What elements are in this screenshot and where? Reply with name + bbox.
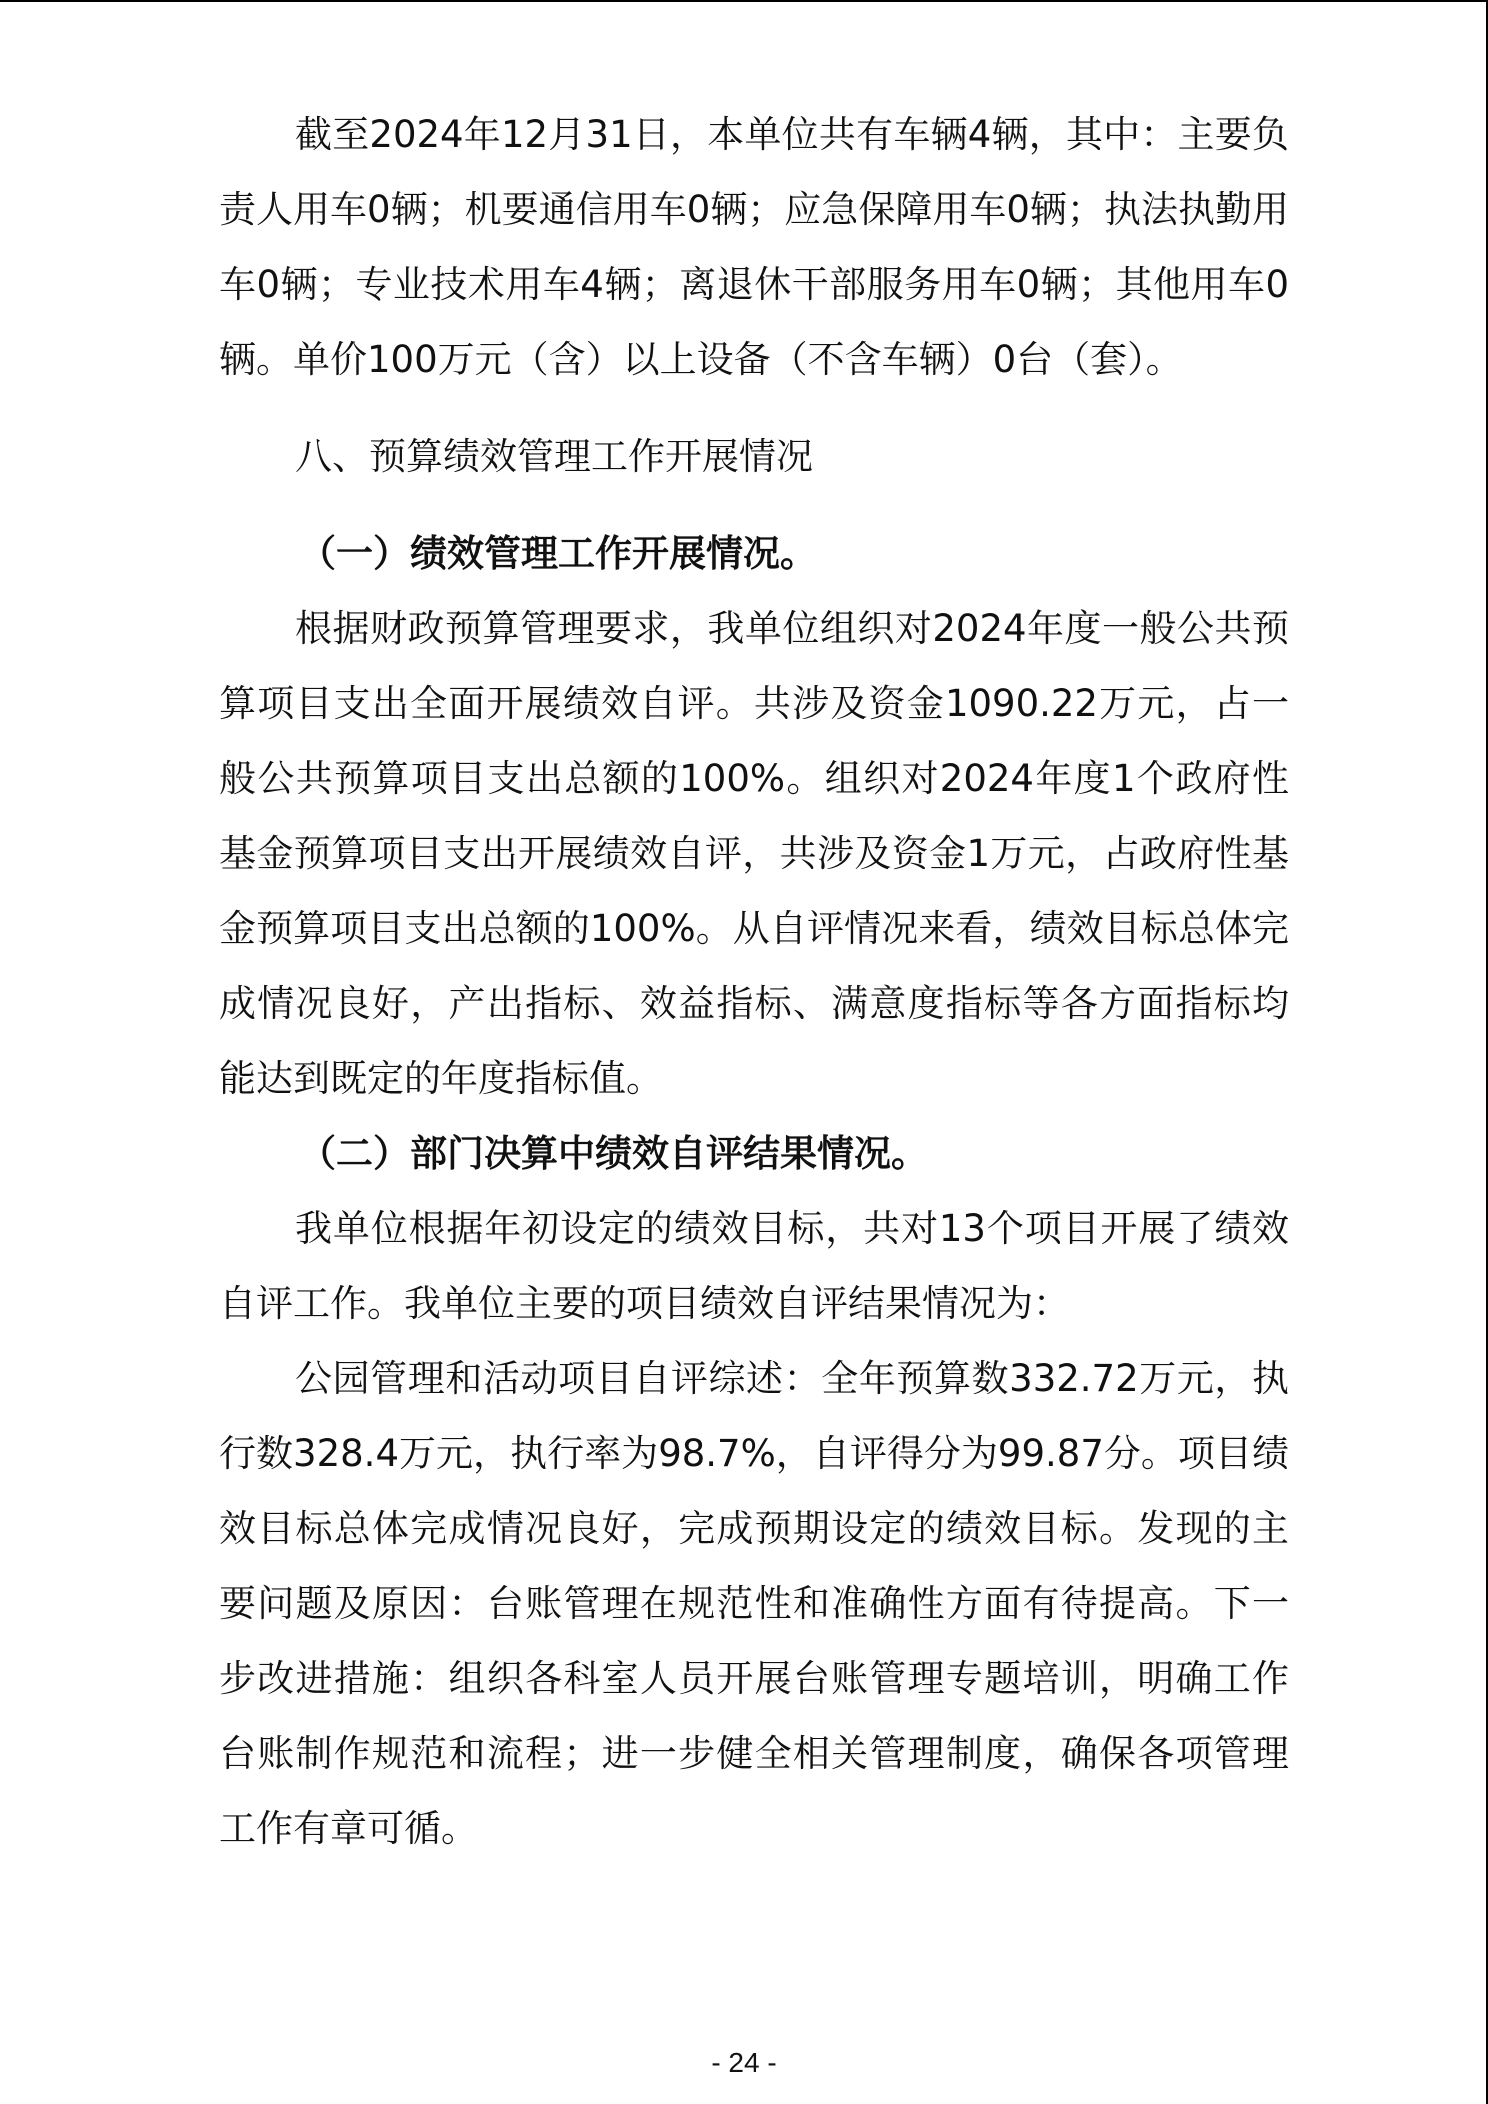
paragraph-park-project: 公园管理和活动项目自评综述：全年预算数332.72万元，执行数328.4万元，执行率为98.7%，自评得分为99.87分。项目绩效目标总体完成情况良好，完成预期设定的绩效目标。发现的主要问题及原因：台账管理在规范性和准确性方面有待提高。下一步改进措施：组织各科室人员开展台账管理专题培训，明确工作台账制作规范和流程；进一步健全相关管理制度，确保各项管理工作有章可循。 xyxy=(219,1357,1289,1850)
sub-heading-1: （一）绩效管理工作开展情况。 xyxy=(299,532,817,575)
paragraph-performance-mgmt: 根据财政预算管理要求，我单位组织对2024年度一般公共预算项目支出全面开展绩效自评。共涉及资金1090.22万元，占一般公共预算项目支出总额的100%。组织对2024年度1个政府性基金预算项目支出开展绩效自评，共涉及资金1万元，占政府性基金预算项目支出总额的100%。从自评情况来看，绩效目标总体完成情况良好，产出指标、效益指标、满意度指标等各方面指标均能达到既定的年度指标值。 xyxy=(219,607,1289,1100)
paragraph-vehicles: 截至2024年12月31日，本单位共有车辆4辆，其中：主要负责人用车0辆；机要通信用车0辆；应急保障用车0辆；执法执勤用车0辆；专业技术用车4辆；离退休干部服务用车0辆；其他用车0辆。单价100万元（含）以上设备（不含车辆）0台（套）。 xyxy=(219,113,1289,381)
page-number: - 24 - xyxy=(711,2047,777,2078)
page-content xyxy=(219,97,1289,1866)
paragraph-self-eval-intro: 我单位根据年初设定的绩效目标，共对13个项目开展了绩效自评工作。我单位主要的项目绩效自评结果情况为： xyxy=(219,1207,1289,1325)
sub-heading-2: （二）部门决算中绩效自评结果情况。 xyxy=(299,1132,928,1175)
section-heading-8: 八、预算绩效管理工作开展情况 xyxy=(295,435,813,478)
